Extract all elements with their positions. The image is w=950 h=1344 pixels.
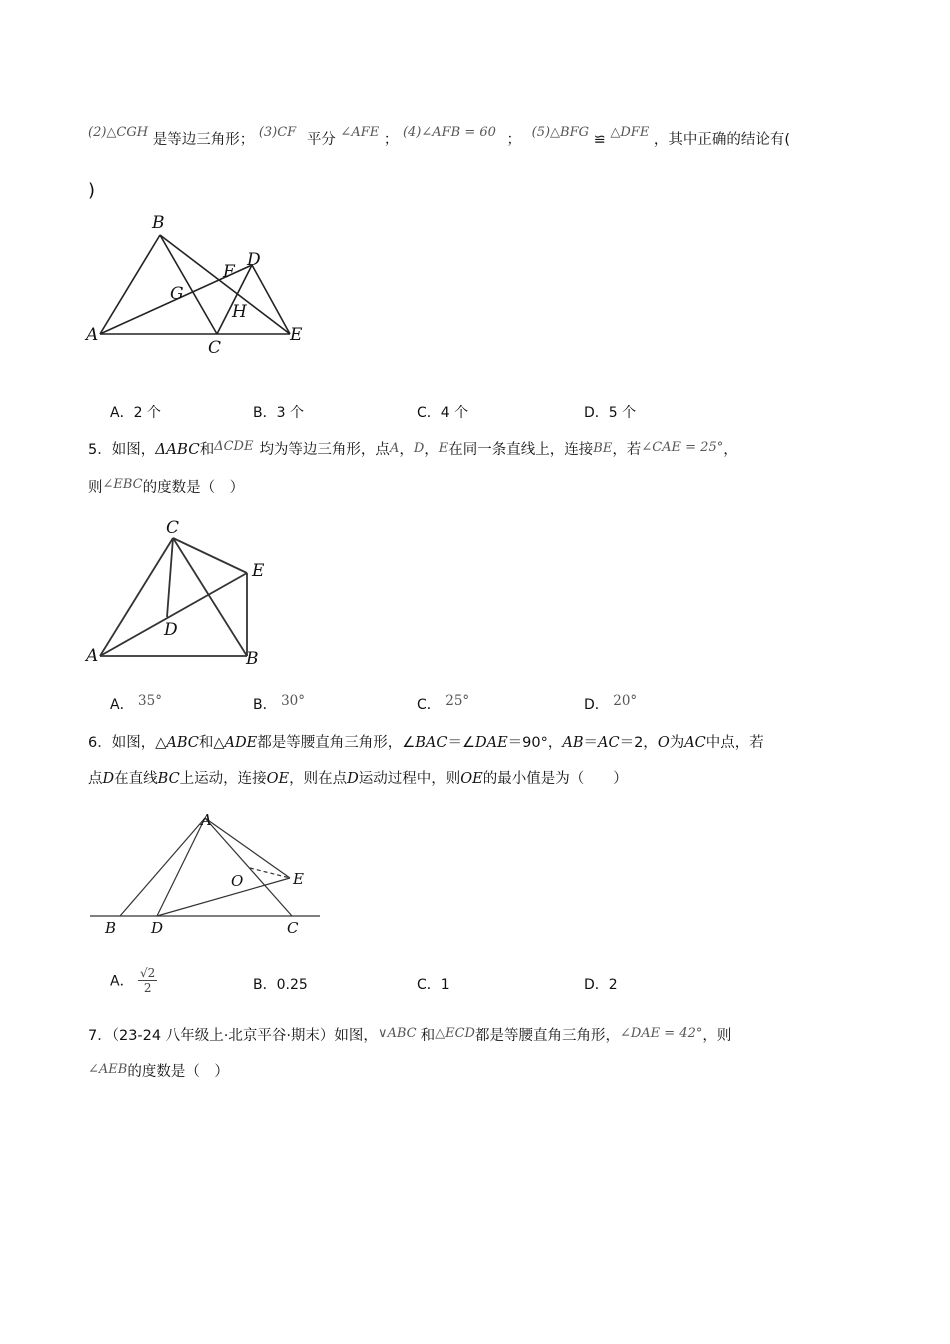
- q4-s2: (2)△CGH: [88, 125, 149, 140]
- q5-t3: ，若: [612, 442, 642, 458]
- q6-oe: OE: [460, 771, 483, 787]
- q6-text: ，则在点: [289, 771, 348, 787]
- q5-option-c[interactable]: [417, 694, 469, 714]
- q5-label-E: E: [252, 561, 265, 581]
- q4-option-a[interactable]: [110, 402, 161, 422]
- q5-t5: 的度数是（ ）: [142, 480, 245, 496]
- q7-aeb: ∠AEB: [88, 1062, 128, 1077]
- q4-sep1: ；: [383, 132, 399, 148]
- q7-text: ，则: [702, 1028, 732, 1044]
- q5-option-d[interactable]: [584, 694, 637, 714]
- option-value: 3 个: [276, 405, 304, 421]
- option-value: 0.25: [276, 977, 308, 993]
- q6-text: ＝∠: [447, 735, 475, 751]
- q6-options: [110, 964, 670, 1000]
- q4-label-G: G: [170, 284, 184, 304]
- q4-statement-line: [88, 120, 791, 148]
- q6-label-E: E: [293, 870, 304, 888]
- q6-text: 的最小值是为（ ）: [482, 771, 628, 787]
- q4-options: [110, 402, 670, 422]
- option-letter: B．: [253, 977, 277, 993]
- q5-options: [110, 694, 670, 714]
- q4-label-E: E: [290, 325, 303, 345]
- option-value: 35°: [138, 693, 162, 709]
- q6-label-C: C: [287, 919, 299, 937]
- q6-text: ＝90°，: [507, 735, 563, 751]
- q4-s3: (3)CF: [258, 125, 297, 140]
- option-letter: C．: [417, 405, 441, 421]
- q5-label-D: D: [164, 620, 178, 640]
- fraction-numerator: √2: [140, 966, 156, 980]
- q7-ecd: △ECD: [435, 1026, 475, 1041]
- q6-text: 和△: [198, 735, 225, 751]
- q5-point-e: E: [438, 441, 449, 456]
- q4-label-H: H: [232, 302, 247, 322]
- q4-cong: ≌: [593, 132, 606, 148]
- q5-number: 5．如图，: [88, 442, 156, 458]
- q6-ade: ADE: [224, 735, 258, 751]
- option-value: 2: [608, 977, 618, 993]
- q5-be: BE: [593, 441, 613, 456]
- option-value: 2 个: [133, 405, 161, 421]
- option-letter: D．: [584, 697, 609, 713]
- q5-t1: 均为等边三角形，点: [259, 442, 390, 458]
- q6-label-B: B: [105, 919, 117, 937]
- q6-text: ＝2，: [619, 735, 658, 751]
- q4-t3a: 平分: [306, 132, 336, 148]
- q4-s5: (5)△BFG: [531, 125, 589, 140]
- q6-line-1: [88, 731, 764, 752]
- q4-label-F: F: [223, 262, 235, 282]
- q4-label-D: D: [247, 250, 261, 270]
- q7-line-1: [88, 1024, 731, 1045]
- q7-dae: ∠DAE = 42°: [619, 1026, 703, 1041]
- q7-line-2: [88, 1060, 229, 1081]
- q5-line-2: [88, 476, 244, 497]
- q6-d: D: [102, 771, 115, 787]
- option-letter: B．: [253, 697, 277, 713]
- q6-abc: ABC: [166, 735, 199, 751]
- q6-oe: OE: [266, 771, 290, 787]
- q5-cae: ∠CAE = 25°: [641, 440, 724, 455]
- q6-option-b[interactable]: [253, 974, 308, 994]
- q6-o: O: [657, 735, 670, 751]
- q5-label-C: C: [166, 518, 180, 538]
- q6-label-D: D: [151, 919, 164, 937]
- q4-sep2: ；: [506, 132, 522, 148]
- q4-label-A: A: [86, 325, 99, 345]
- q6-text: ＝: [583, 735, 598, 751]
- q4-option-d[interactable]: [584, 402, 636, 422]
- q5-label-B: B: [246, 649, 259, 669]
- q5-label-A: A: [86, 646, 99, 666]
- q4-s3b: ∠AFE: [340, 125, 380, 140]
- q4-label-C: C: [208, 338, 222, 358]
- q6-line-2: [88, 767, 628, 788]
- q5-ze: 则: [88, 480, 103, 496]
- option-letter: A．: [110, 405, 134, 421]
- option-value: 30°: [281, 693, 305, 709]
- fraction: [138, 966, 157, 995]
- q6-d: D: [347, 771, 359, 787]
- q4-figure: [80, 210, 320, 360]
- q6-dae: DAE: [474, 735, 508, 751]
- q4-s5b: △DFE: [610, 125, 650, 140]
- q5-t2: 在同一条直线上，连接: [448, 442, 594, 458]
- option-value: 4 个: [440, 405, 469, 421]
- q4-s4: (4)∠AFB = 60: [402, 125, 496, 140]
- q5-figure: [80, 518, 280, 678]
- q6-text: 都是等腰直角三角形，∠: [257, 735, 416, 751]
- q5-cde: ΔCDE: [214, 439, 254, 454]
- q4-label-B: B: [152, 213, 165, 233]
- option-value: 1: [440, 977, 450, 993]
- option-value: 20°: [613, 693, 638, 709]
- q6-text: 中点，若: [705, 735, 764, 751]
- q6-label-O: O: [231, 872, 244, 890]
- q6-text: 点: [88, 771, 103, 787]
- q5-ebc: ∠EBC: [102, 477, 143, 492]
- q6-ac: AC: [684, 735, 706, 751]
- q6-text: 在直线: [114, 771, 158, 787]
- option-value: 5 个: [608, 405, 637, 421]
- option-letter: D．: [584, 405, 609, 421]
- q4-t-end: ，其中正确的结论有(: [653, 132, 791, 148]
- q4-option-c[interactable]: [417, 402, 468, 422]
- q6-text: 运动过程中，则: [358, 771, 461, 787]
- q5-comma: ，: [424, 442, 439, 458]
- q5-line-1: [88, 438, 738, 459]
- q6-figure: [85, 808, 335, 943]
- q6-label-A: A: [201, 811, 212, 829]
- q5-abc: ΔABC: [155, 440, 200, 458]
- q6-text: 为: [669, 735, 685, 751]
- q7-abc: ∨ABC: [377, 1026, 417, 1041]
- fraction-denominator: 2: [143, 981, 152, 995]
- q4-close-paren: ): [88, 180, 96, 201]
- q5-point-a: A: [389, 441, 400, 456]
- q4-option-b[interactable]: [253, 402, 304, 422]
- q5-point-d: D: [413, 441, 425, 456]
- q5-option-b[interactable]: [253, 694, 305, 714]
- q7-text: 的度数是（ ）: [127, 1064, 229, 1080]
- q4-t2: 是等边三角形；: [152, 132, 255, 148]
- option-letter: A．: [110, 697, 134, 713]
- option-letter: B．: [253, 405, 277, 421]
- q5-t4: ，: [723, 442, 738, 458]
- q7-text: 7．（23-24 八年级上·北京平谷·期末）如图，: [88, 1028, 378, 1044]
- option-letter: D．: [584, 977, 609, 993]
- q6-option-d[interactable]: [584, 974, 618, 994]
- q6-option-a[interactable]: [110, 966, 157, 995]
- option-letter: C．: [417, 977, 441, 993]
- q6-ab: AB: [562, 735, 584, 751]
- q5-option-a[interactable]: [110, 694, 162, 714]
- q6-option-c[interactable]: [417, 974, 450, 994]
- q6-text: 上运动，连接: [179, 771, 267, 787]
- option-letter: A．: [110, 973, 134, 990]
- q5-comma: ，: [399, 442, 414, 458]
- q6-text: 6．如图，△: [88, 735, 167, 751]
- q7-text: 和: [420, 1028, 436, 1044]
- q6-bac: BAC: [415, 735, 448, 751]
- q5-and: 和: [199, 442, 215, 458]
- q6-ac: AC: [598, 735, 620, 751]
- q6-bc: BC: [157, 771, 180, 787]
- option-value: 25°: [445, 693, 470, 709]
- option-letter: C．: [417, 697, 441, 713]
- q7-text: 都是等腰直角三角形，: [474, 1028, 620, 1044]
